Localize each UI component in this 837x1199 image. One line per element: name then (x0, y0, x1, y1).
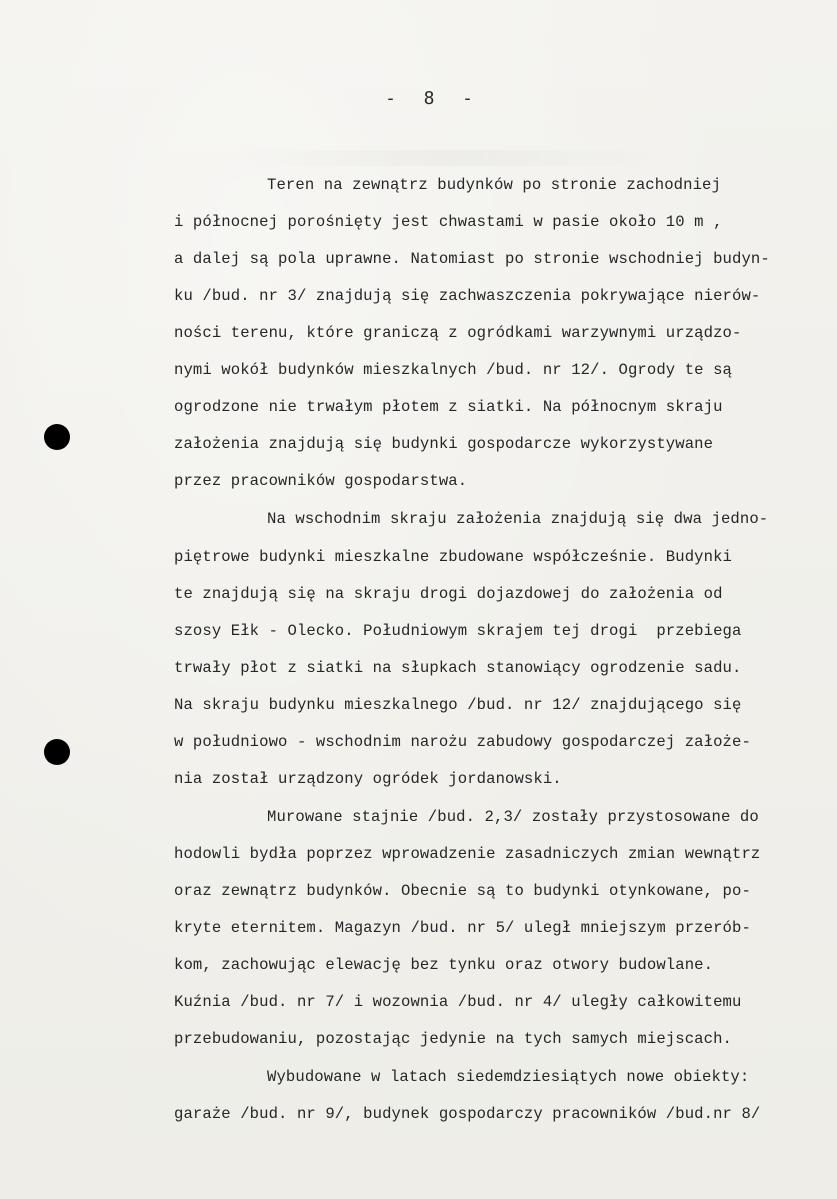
text-line: kom, zachowując elewację bez tynku oraz otwory budowlane. (174, 956, 714, 974)
text-line: Murowane stajnie /bud. 2,3/ zostały przystosowane do (267, 808, 759, 826)
text-line: ności terenu, które graniczą z ogródkami warzywnymi urządzo- (174, 324, 742, 342)
text-line: trwały płot z siatki na słupkach stanowiący ogrodzenie sadu. (174, 659, 742, 677)
paper-smudge (230, 150, 670, 166)
text-line: przez pracowników gospodarstwa. (174, 472, 468, 490)
text-line: szosy Ełk - Olecko. Południowym skrajem tej drogi przebiega (174, 622, 742, 640)
text-line: Wybudowane w latach siedemdziesiątych nowe obiekty: (267, 1068, 750, 1086)
text-line: ku /bud. nr 3/ znajdują się zachwaszczenia pokrywające nierów- (174, 287, 761, 305)
text-line: nia został urządzony ogródek jordanowski. (174, 770, 562, 788)
text-line: oraz zewnątrz budynków. Obecnie są to budynki otynkowane, po- (174, 882, 751, 900)
text-line: hodowli bydła poprzez wprowadzenie zasadniczych zmian wewnątrz (174, 845, 761, 863)
text-line: w południowo - wschodnim narożu zabudowy gospodarczej założe- (174, 733, 751, 751)
text-line: i północnej porośnięty jest chwastami w pasie około 10 m , (174, 213, 723, 231)
text-line: Na skraju budynku mieszkalnego /bud. nr 12/ znajdującego się (174, 696, 742, 714)
text-line: te znajdują się na skraju drogi dojazdowej do założenia od (174, 585, 723, 603)
text-line: założenia znajdują się budynki gospodarcze wykorzystywane (174, 435, 714, 453)
text-line: kryte eternitem. Magazyn /bud. nr 5/ uległ mniejszym przerób- (174, 919, 751, 937)
text-line: a dalej są pola uprawne. Natomiast po stronie wschodniej budyn- (174, 250, 770, 268)
punch-hole-bottom (44, 739, 70, 765)
page-number: - 8 - (385, 88, 475, 109)
text-line: przebudowaniu, pozostając jedynie na tych samych miejscach. (174, 1030, 733, 1048)
text-line: Teren na zewnątrz budynków po stronie zachodniej (267, 176, 721, 194)
text-line: nymi wokół budynków mieszkalnych /bud. nr 12/. Ogrody te są (174, 361, 733, 379)
text-line: Kuźnia /bud. nr 7/ i wozownia /bud. nr 4/ uległy całkowitemu (174, 993, 742, 1011)
text-line: piętrowe budynki mieszkalne zbudowane współcześnie. Budynki (174, 548, 733, 566)
text-line: ogrodzone nie trwałym płotem z siatki. Na północnym skraju (174, 398, 723, 416)
punch-hole-top (44, 424, 70, 450)
text-line: garaże /bud. nr 9/, budynek gospodarczy pracowników /bud.nr 8/ (174, 1105, 761, 1123)
text-line: Na wschodnim skraju założenia znajdują się dwa jedno- (267, 510, 769, 528)
